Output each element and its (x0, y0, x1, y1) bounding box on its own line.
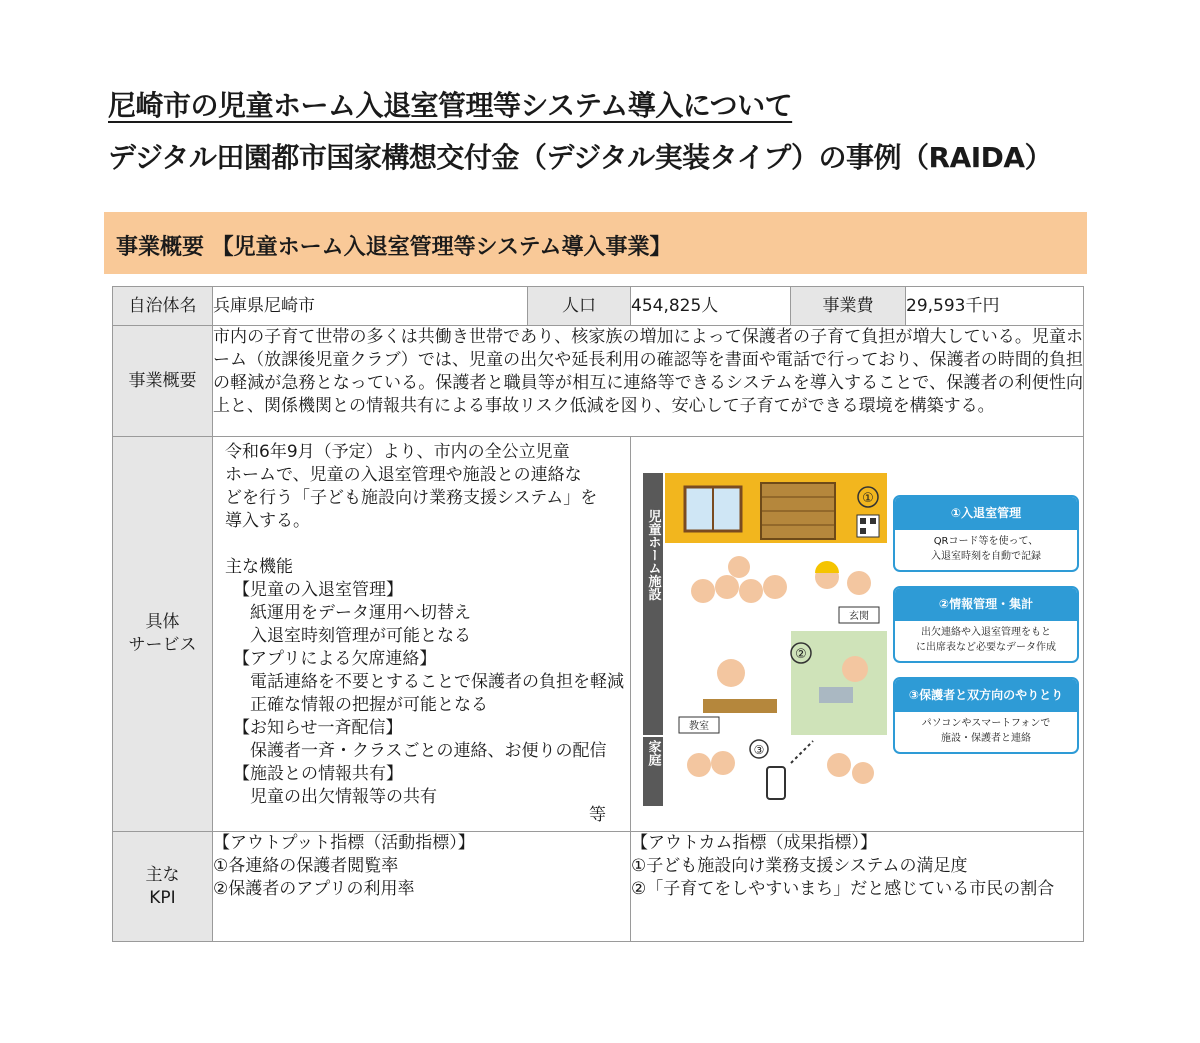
feature-card-text: 出欠連絡や入退室管理をもと (921, 627, 1051, 638)
kpi-label (113, 832, 213, 942)
service-description-cell (213, 437, 631, 832)
laptop-icon (819, 687, 853, 703)
feature-card (893, 586, 1079, 663)
page-subtitle: デジタル田園都市国家構想交付金（デジタル実装タイプ）の事例（RAIDA） (108, 141, 1053, 174)
feature-item: 紙運用をデータ運用へ切替え (233, 603, 471, 623)
facility-label: 児童ホーム施設 (645, 509, 661, 601)
output-heading: 【アウトプット指標（活動指標）】 (213, 833, 475, 853)
service-row (113, 437, 1084, 832)
overview-label: 事業概要 (113, 326, 213, 437)
feature-card-text: QRコード等を使って、 (933, 536, 1039, 547)
facility-illustration (643, 473, 887, 806)
outcome-item: ②「子育てをしやすいまち」だと感じている市民の割合 (631, 879, 1055, 899)
features-heading: 主な機能 (225, 557, 293, 577)
classroom-label: 教室 (689, 721, 709, 732)
feature-item: 電話連絡を不要とすることで保護者の負担を軽減 (233, 672, 624, 692)
home-label: 家庭 (645, 740, 661, 766)
intro-line: 導入する。 (225, 511, 310, 531)
kpi-row (113, 832, 1084, 942)
feature-item: 【アプリによる欠席連絡】 (233, 649, 437, 669)
illustration-cell (631, 437, 1084, 832)
feature-item: 保護者一斉・クラスごとの連絡、お便りの配信 (233, 741, 607, 761)
feature-card-text: 入退室時刻を自動で記録 (931, 551, 1041, 562)
step1-marker: ① (862, 491, 874, 506)
outcome-kpi (631, 832, 1084, 942)
kpi-label-line2: KPI (149, 887, 176, 908)
cost-value: 29,593千円 (906, 287, 1084, 326)
outcome-item: ①子ども施設向け業務支援システムの満足度 (631, 856, 968, 876)
feature-card-title: ③保護者と双方向のやりとり (895, 679, 1077, 712)
intro-line: ホームで、児童の入退室管理や施設との連絡な (225, 465, 582, 485)
feature-card-title: ②情報管理・集計 (895, 588, 1077, 621)
feature-item: 正確な情報の把握が可能となる (233, 695, 488, 715)
feature-cards (893, 495, 1079, 768)
feature-item: 【お知らせ一斉配信】 (233, 718, 403, 738)
kpi-label-line1: 主な (145, 864, 180, 885)
section-banner (104, 212, 1087, 274)
entrance-label: 玄関 (849, 611, 869, 622)
feature-card (893, 677, 1079, 754)
overview-row (113, 326, 1084, 437)
page-title: 尼崎市の児童ホーム入退室管理等システム導入について (108, 89, 793, 122)
feature-item: 児童の出欠情報等の共有 (233, 787, 437, 807)
service-description (213, 437, 630, 831)
overview-text: 市内の子育て世帯の多くは共働き世帯であり、核家族の増加によって保護者の子育て負担が増大している。児童ホーム（放課後児童クラブ）では、児童の出欠や延長利用の確認等を書面や電話で行っており、保護者の時間的負担の軽減が急務となっている。保護者と職員等が相互に連絡等できるシステムを導入することで、保護者の利便性向上と、関係機関との情報共有による事故リスク低減を図り、安心して子育てができる環境を構築する。 (213, 326, 1084, 437)
service-label-line2: サービス (128, 635, 197, 655)
service-label (113, 437, 213, 832)
etc-mark: 等 (589, 805, 606, 825)
project-table (112, 286, 1084, 942)
feature-card-text: 施設・保護者と連絡 (941, 733, 1031, 744)
cost-label: 事業費 (791, 287, 906, 326)
municipality-label: 自治体名 (113, 287, 213, 326)
feature-item: 入退室時刻管理が可能となる (233, 626, 471, 646)
teacher-figure (728, 556, 750, 578)
population-label: 人口 (528, 287, 631, 326)
intro-line: 令和6年9月（予定）より、市内の全公立児童 (225, 442, 570, 462)
smartphone-icon (767, 767, 785, 799)
intro-line: どを行う「子ども施設向け業務支援システム」を (225, 488, 598, 508)
feature-card-text: パソコンやスマートフォンで (921, 718, 1051, 729)
banner-text: 事業概要 【児童ホーム入退室管理等システム導入事業】 (116, 235, 672, 260)
output-item: ①各連絡の保護者閲覧率 (213, 856, 399, 876)
basic-info-row (113, 287, 1084, 326)
outcome-heading: 【アウトカム指標（成果指標）】 (631, 833, 877, 853)
feature-item: 【施設との情報共有】 (233, 764, 403, 784)
step3-marker: ③ (753, 743, 765, 757)
population-value: 454,825人 (631, 287, 791, 326)
municipality-value: 兵庫県尼崎市 (213, 287, 528, 326)
feature-card (893, 495, 1079, 572)
output-item: ②保護者のアプリの利用率 (213, 879, 415, 899)
feature-card-title: ①入退室管理 (895, 497, 1077, 530)
service-label-line1: 具体 (145, 612, 180, 632)
illustration (631, 437, 1083, 831)
output-kpi (213, 832, 631, 942)
step2-marker: ② (795, 647, 807, 662)
feature-item: 【児童の入退室管理】 (233, 580, 403, 600)
feature-card-text: に出席表など必要なデータ作成 (916, 642, 1056, 653)
